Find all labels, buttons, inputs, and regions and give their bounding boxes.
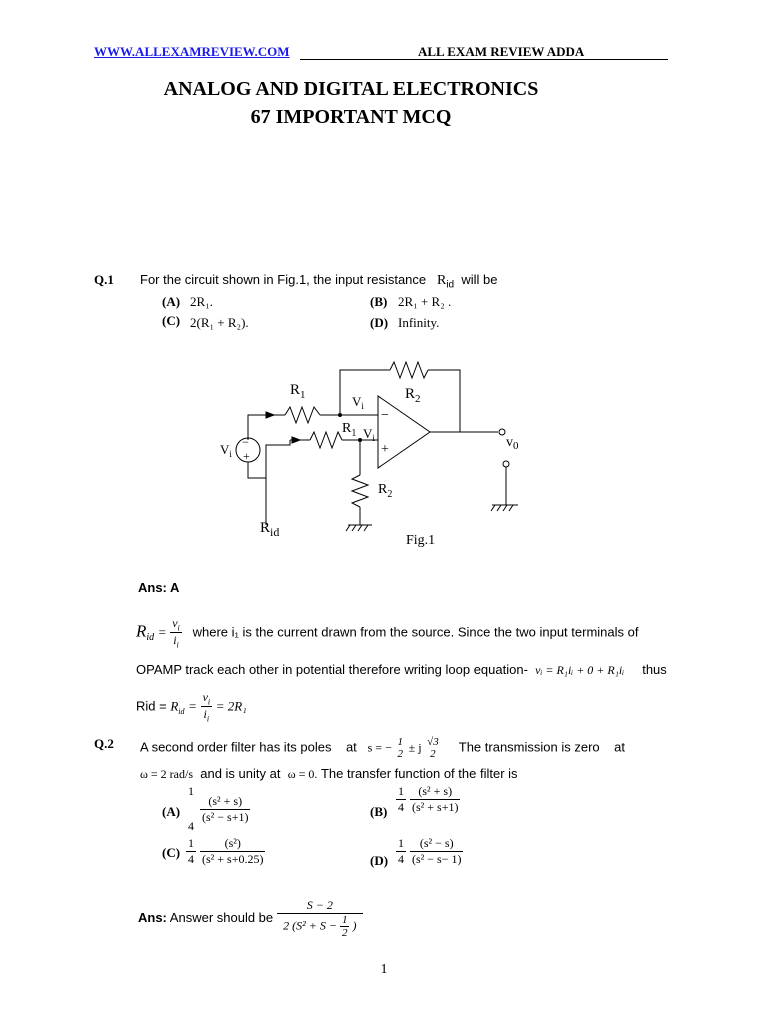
q2-option-c: $\frac{1}{4}$ $\frac{\text{(s²)}}{\text{(s² + s+0.25)}}$ <box>188 836 264 866</box>
q1-explanation-line1: $R_{id}$ = $\frac{v_i}{i_i}$ where i₁ is the current drawn from the source. Since the two input terminals of <box>136 616 639 650</box>
arrow-bottom <box>292 437 300 443</box>
q2-option-b-label: (B) <box>370 804 388 819</box>
svg-text:v0: $v_0$ <box>506 435 519 452</box>
q1-option-c: 2(R₁ + R₂). <box>190 315 249 330</box>
q1-option-c-label: (C) <box>162 313 181 328</box>
resistor-r2-top <box>390 362 428 378</box>
svg-text:Fig.1: Fig.1 <box>406 533 436 548</box>
page-number: 1 <box>380 962 388 977</box>
wire-feedback-right <box>428 370 460 432</box>
site-link[interactable]: WWW.ALLEXAMREVIEW.COM <box>94 44 290 59</box>
q1-option-b-label: (B) <box>370 294 388 309</box>
q1-answer: Ans: A <box>138 580 180 595</box>
svg-text:Vi: $V_i$ <box>220 442 232 459</box>
svg-text:R2: $R_2$ <box>405 386 421 405</box>
q1-option-a-label: (A) <box>162 294 181 309</box>
svg-text:+: + <box>381 442 389 457</box>
wire-source-bottom <box>248 440 290 478</box>
svg-text:R2: $R_2$ <box>378 482 393 500</box>
q1-option-d: Infinity. <box>398 315 440 330</box>
q2-question-line2: ω = 2 rad/s and is unity at ω = 0. The transfer function of the filter is <box>140 766 518 781</box>
svg-text:Vi: $V_i$ <box>363 426 375 443</box>
q2-option-d-label: (D) <box>370 853 389 868</box>
svg-text:−: − <box>381 408 389 423</box>
svg-text:+: + <box>243 449 250 463</box>
header-rule <box>300 59 668 60</box>
q1-question: For the circuit shown in Fig.1, the input resistance $R_{id}$ will be <box>140 272 498 291</box>
q2-number: Q.2 <box>94 736 114 751</box>
q2-option-b: $\frac{1}{4}$ $\frac{\text{(s² + s)}}{\text{(s² + s+1)}}$ <box>398 784 459 814</box>
brand-name: ALL EXAM REVIEW ADDA <box>418 44 585 59</box>
q2-option-d: $\frac{1}{4}$ $\frac{\text{(s² − s)}}{\text{(s² − s− 1)}}$ <box>398 836 462 866</box>
q1-option-a: 2R₁. <box>190 294 213 309</box>
wire-feedback-left <box>340 370 390 407</box>
q1-option-d-label: (D) <box>370 315 389 330</box>
q1-number: Q.1 <box>94 272 114 287</box>
q2-question-line1: A second order filter has its poles at s = − 1 2 ± j √3 2 The transmission is zero at <box>140 736 625 760</box>
svg-text:Vi: $V_i$ <box>352 394 364 411</box>
q2-option-c-label: (C) <box>162 845 181 860</box>
q2-option-a: 1 4 $\frac{\text{(s² + s)}}{\text{(s² − s+1)}}$ <box>188 784 249 833</box>
svg-text:R1: $R_1$ <box>290 382 306 401</box>
circuit-diagram <box>210 340 530 560</box>
page-title: ANALOG AND DIGITAL ELECTRONICS <box>163 78 539 100</box>
resistor-r1-bottom <box>310 432 342 448</box>
svg-text:−: − <box>242 435 249 449</box>
svg-text:Rid: $R_{id}$ <box>260 520 280 539</box>
q1-option-b: 2R₁ + R₂ . <box>398 294 452 309</box>
opamp-body <box>378 396 430 468</box>
q2-answer: Ans: Answer should be S − 2 2 (S² + S − $\frac{1}{2}$ ) <box>138 898 363 939</box>
arrow-top <box>266 412 274 418</box>
output-terminal-bottom <box>503 461 509 467</box>
output-terminal-top <box>499 429 505 435</box>
wire-source-top <box>248 415 285 440</box>
svg-text:R1: $R_1$ <box>342 421 357 439</box>
resistor-r1-top <box>285 407 320 423</box>
q1-explanation-line2: OPAMP track each other in potential therefore writing loop equation- vᵢ = R₁iᵢ + 0 + R₁iᵢ thus <box>136 662 667 677</box>
q1-explanation-line3: Rid = $R_{id}$ = $\frac{v_i}{i_i}$ = 2R₁ <box>136 690 247 724</box>
page-subtitle: 67 IMPORTANT MCQ <box>250 106 452 128</box>
resistor-r2-bottom <box>352 475 368 507</box>
q2-option-a-label: (A) <box>162 804 181 819</box>
wire-r1-to-minus <box>320 407 378 415</box>
